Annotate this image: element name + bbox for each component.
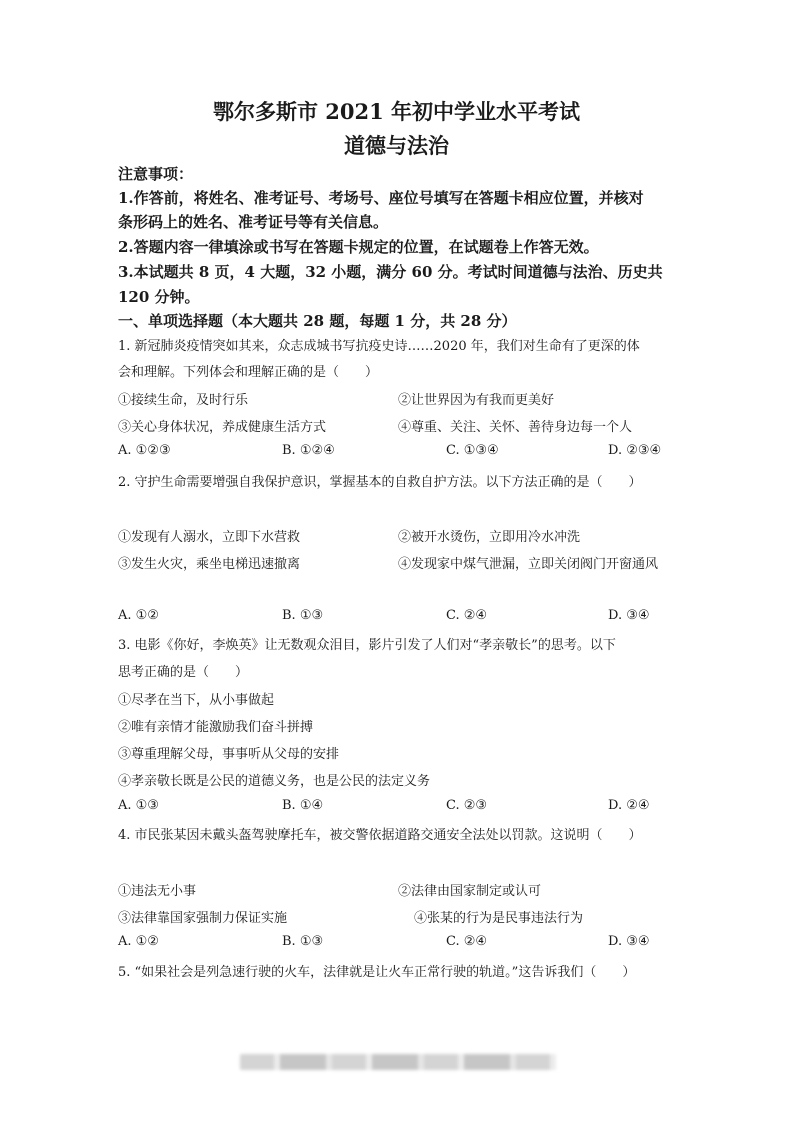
question-2-choice-b: B. ①③ <box>282 608 324 623</box>
question-3-statement-1: ①尽孝在当下，从小事做起 <box>118 693 275 708</box>
notice-item-3-line-2: 120 分钟。 <box>118 288 200 306</box>
question-1-statement-2: ②让世界因为有我而更美好 <box>398 393 555 408</box>
question-3-stem-line-2: 思考正确的是（ ） <box>118 665 249 680</box>
question-4-choice-d: D. ③④ <box>608 934 650 949</box>
question-1-statement-4: ④尊重、关注、关怀、善待身边每一个人 <box>398 420 633 435</box>
question-2-statement-2: ②被开水烫伤，立即用冷水冲洗 <box>398 530 581 545</box>
question-3-stem-line-1: 3. 电影《你好，李焕英》让无数观众泪目，影片引发了人们对“孝亲敬长”的思考。以下 <box>118 638 616 653</box>
notice-item-1-line-1: 1.作答前，将姓名、准考证号、考场号、座位号填写在答题卡相应位置，并核对 <box>118 189 644 207</box>
question-3-statement-2: ②唯有亲情才能激励我们奋斗拼搏 <box>118 720 314 735</box>
question-2-choice-d: D. ③④ <box>608 608 650 623</box>
question-4-choice-c: C. ②④ <box>446 934 488 949</box>
blurred-footer-watermark <box>240 1054 556 1070</box>
notice-item-2: 2.答题内容一律填涂或书写在答题卡规定的位置，在试题卷上作答无效。 <box>118 238 599 256</box>
question-1-statement-1: ①接续生命，及时行乐 <box>118 393 249 408</box>
question-1-choice-d: D. ②③④ <box>608 443 662 458</box>
question-4-choice-a: A. ①② <box>118 934 159 949</box>
question-3-choice-d: D. ②④ <box>608 798 650 813</box>
exam-subject: 道德与法治 <box>344 133 449 158</box>
question-3-choice-c: C. ②③ <box>446 798 488 813</box>
question-4-stem-line-1: 4. 市民张某因未戴头盔驾驶摩托车，被交警依据道路交通安全法处以罚款。这说明（ ） <box>118 828 642 843</box>
question-1-choice-c: C. ①③④ <box>446 443 499 458</box>
question-4-statement-2: ②法律由国家制定或认可 <box>398 884 542 899</box>
notice-item-1-line-2: 条形码上的姓名、准考证号等有关信息。 <box>118 213 389 231</box>
question-4-choice-b: B. ①③ <box>282 934 324 949</box>
question-1-choice-b: B. ①②④ <box>282 443 335 458</box>
question-1-stem-line-1: 1. 新冠肺炎疫情突如其来，众志成城书写抗疫史诗……2020 年，我们对生命有了更深的体 <box>118 339 640 354</box>
notice-heading: 注意事项： <box>118 165 194 183</box>
question-1-statement-3: ③关心身体状况，养成健康生活方式 <box>118 420 327 435</box>
question-1-stem-line-2: 会和理解。下列体会和理解正确的是（ ） <box>118 365 379 380</box>
question-3-choice-b: B. ①④ <box>282 798 324 813</box>
question-3-choice-a: A. ①③ <box>118 798 159 813</box>
question-3-statement-4: ④孝亲敬长既是公民的道德义务，也是公民的法定义务 <box>118 774 431 789</box>
question-2-choice-a: A. ①② <box>118 608 159 623</box>
section-heading: 一、单项选择题（本大题共 28 题，每题 1 分，共 28 分） <box>118 312 517 330</box>
question-2-statement-4: ④发现家中煤气泄漏，立即关闭阀门开窗通风 <box>398 557 659 572</box>
question-2-statement-3: ③发生火灾，乘坐电梯迅速撤离 <box>118 557 301 572</box>
question-2-choice-c: C. ②④ <box>446 608 488 623</box>
question-3-statement-3: ③尊重理解父母，事事听从父母的安排 <box>118 747 340 762</box>
exam-title: 鄂尔多斯市 2021 年初中学业水平考试 <box>212 99 581 124</box>
question-4-statement-4: ④张某的行为是民事违法行为 <box>414 911 584 926</box>
notice-item-3-line-1: 3.本试题共 8 页，4 大题，32 小题，满分 60 分。考试时间道德与法治、历史共 <box>118 263 663 281</box>
question-1-choice-a: A. ①②③ <box>118 443 171 458</box>
question-4-statement-1: ①违法无小事 <box>118 884 197 899</box>
question-5-stem-line-1: 5. “如果社会是列急速行驶的火车，法律就是让火车正常行驶的轨道。”这告诉我们（ ） <box>118 965 636 980</box>
question-2-statement-1: ①发现有人溺水，立即下水营救 <box>118 530 301 545</box>
question-2-stem-line-1: 2. 守护生命需要增强自我保护意识，掌握基本的自救自护方法。以下方法正确的是（ ） <box>118 475 642 490</box>
question-4-statement-3: ③法律靠国家强制力保证实施 <box>118 911 288 926</box>
